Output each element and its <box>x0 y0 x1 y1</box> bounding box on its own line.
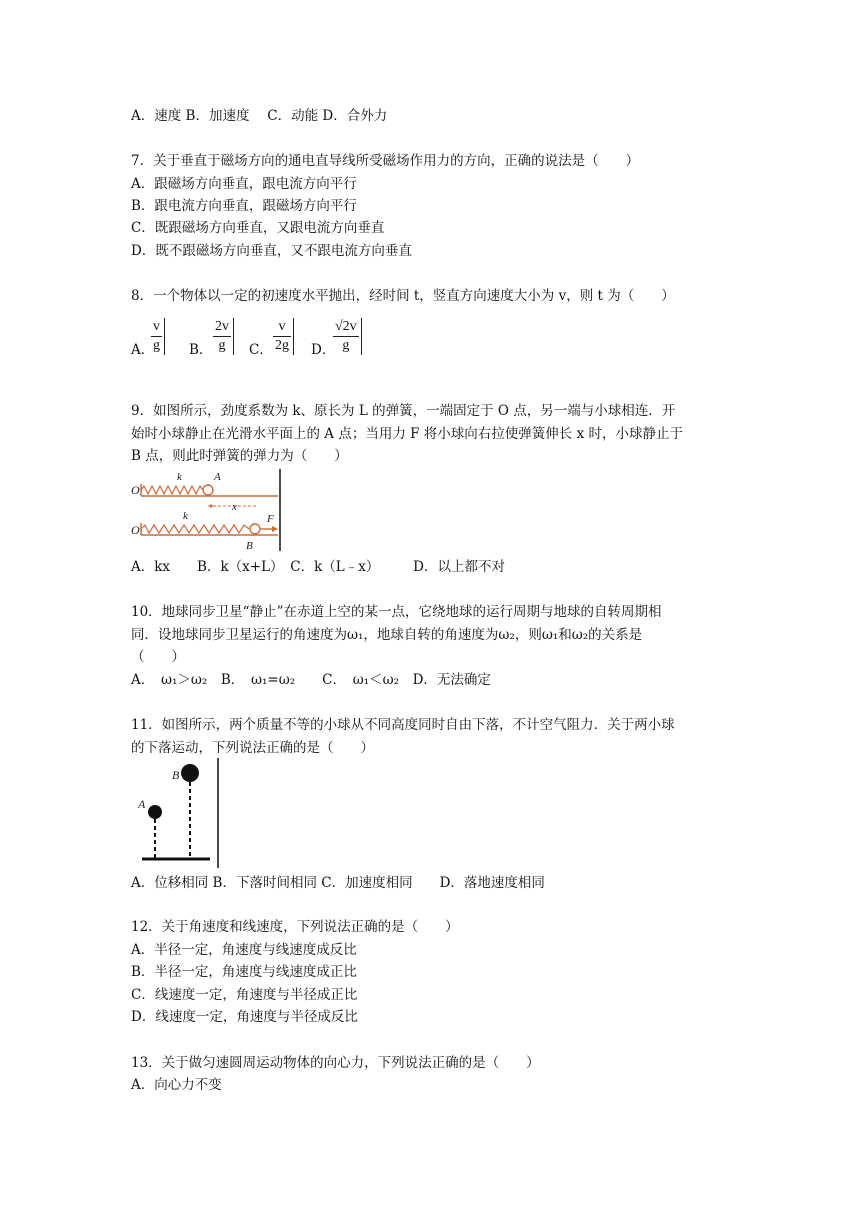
q7-stem: 7．关于垂直于磁场方向的通电直导线所受磁场作用力的方向，正确的说法是（ ） <box>131 153 640 169</box>
q7-option-c: C．既跟磁场方向垂直，又跟电流方向垂直 <box>131 220 385 236</box>
q12-option-b: B．半径一定，角速度与线速度成正比 <box>131 964 357 980</box>
ball-b <box>250 524 260 534</box>
label-k-top: k <box>177 471 182 483</box>
q8-fraction-b <box>213 318 234 355</box>
q8-fraction-c <box>273 318 294 355</box>
q11-options: A．位移相同 B．下落时间相同 C．加速度相同 D．落地速度相同 <box>131 875 545 891</box>
q9-stem-line1: 9．如图所示，劲度系数为 k、原长为 L 的弹簧，一端固定于 O 点，另一端与小球相连．开 <box>131 403 676 419</box>
force-arrow-head <box>272 526 278 532</box>
falling-balls-diagram <box>128 756 222 870</box>
q6-options: A．速度 B．加速度 C．动能 D．合外力 <box>131 108 388 124</box>
q13-option-a: A．向心力不变 <box>131 1077 222 1093</box>
q10-stem-line2: 同．设地球同步卫星运行的角速度为ω₁，地球自转的角速度为ω₂，则ω₁和ω₂的关系是 <box>131 627 643 643</box>
q10-options: A． ω₁＞ω₂ B． ω₁=ω₂ C． ω₁＜ω₂ D．无法确定 <box>131 672 491 688</box>
label-k-bottom: k <box>183 510 188 522</box>
ball-a <box>148 805 162 819</box>
q12-option-c: C．线速度一定，角速度与半径成正比 <box>131 987 358 1003</box>
numerator: v <box>278 319 286 334</box>
denominator: g <box>153 338 160 353</box>
q12-option-d: D．线速度一定，角速度与半径成反比 <box>131 1009 358 1025</box>
q9-options: A．kx B．k（x+L） C．k（L﹣x） D．以上都不对 <box>131 559 505 575</box>
label-o-top: O <box>131 483 140 497</box>
q8-label-c: C． <box>249 342 273 358</box>
q8-fraction-d <box>333 318 362 355</box>
q10-stem-line1: 10．地球同步卫星“静止”在赤道上空的某一点，它绕地球的运行周期与地球的自转周期相 <box>131 604 662 620</box>
q12-stem: 12．关于角速度和线速度，下列说法正确的是（ ） <box>131 919 459 935</box>
q7-option-b: B．跟电流方向垂直，跟磁场方向平行 <box>131 198 357 214</box>
q11-stem-line1: 11．如图所示，两个质量不等的小球从不同高度同时自由下落，不计空气阻力．关于两小球 <box>131 717 675 733</box>
denominator: g <box>342 338 350 353</box>
spring-bottom <box>141 525 249 533</box>
label-a: A <box>214 471 221 483</box>
q11-stem-line2: 的下落运动，下列说法正确的是（ ） <box>131 740 374 756</box>
label-x: x <box>232 501 237 513</box>
q9-stem-line2: 始时小球静止在光滑水平面上的 A 点；当用力 F 将小球向右拉使弹簧伸长 x 时，小球静止于 <box>131 426 683 442</box>
x-arrow-head <box>210 504 214 508</box>
q8-label-b: B． <box>189 342 213 358</box>
q7-option-a: A．跟磁场方向垂直，跟电流方向平行 <box>131 176 357 192</box>
numerator: √2v <box>335 319 357 334</box>
q10-stem-line3: （ ） <box>131 649 185 665</box>
q8-label-d: D． <box>311 342 336 358</box>
spring-diagram <box>128 467 284 553</box>
q8-stem: 8．一个物体以一定的初速度水平抛出，经时间 t，竖直方向速度大小为 v，则 t 为（ ） <box>131 288 675 304</box>
numerator: v <box>153 319 160 334</box>
label-b: B <box>246 540 253 552</box>
label-o-bottom: O <box>131 523 140 537</box>
spring-top <box>141 486 203 494</box>
q7-option-d: D．既不跟磁场方向垂直，又不跟电流方向垂直 <box>131 243 412 259</box>
ball-a <box>203 485 213 495</box>
q8-fraction-a <box>151 318 165 355</box>
q8-options <box>131 318 551 360</box>
label-b: B <box>172 768 180 782</box>
q13-stem: 13．关于做匀速圆周运动物体的向心力，下列说法正确的是（ ） <box>131 1055 540 1071</box>
q9-stem-line3: B 点，则此时弹簧的弹力为（ ） <box>131 448 348 464</box>
numerator: 2v <box>215 319 229 334</box>
label-a: A <box>138 797 146 811</box>
ball-b <box>181 764 199 782</box>
denominator: 2g <box>275 338 289 353</box>
q12-option-a: A．半径一定，角速度与线速度成反比 <box>131 942 357 958</box>
denominator: g <box>218 338 226 353</box>
label-f: F <box>267 513 274 525</box>
q8-label-a: A． <box>131 342 155 358</box>
